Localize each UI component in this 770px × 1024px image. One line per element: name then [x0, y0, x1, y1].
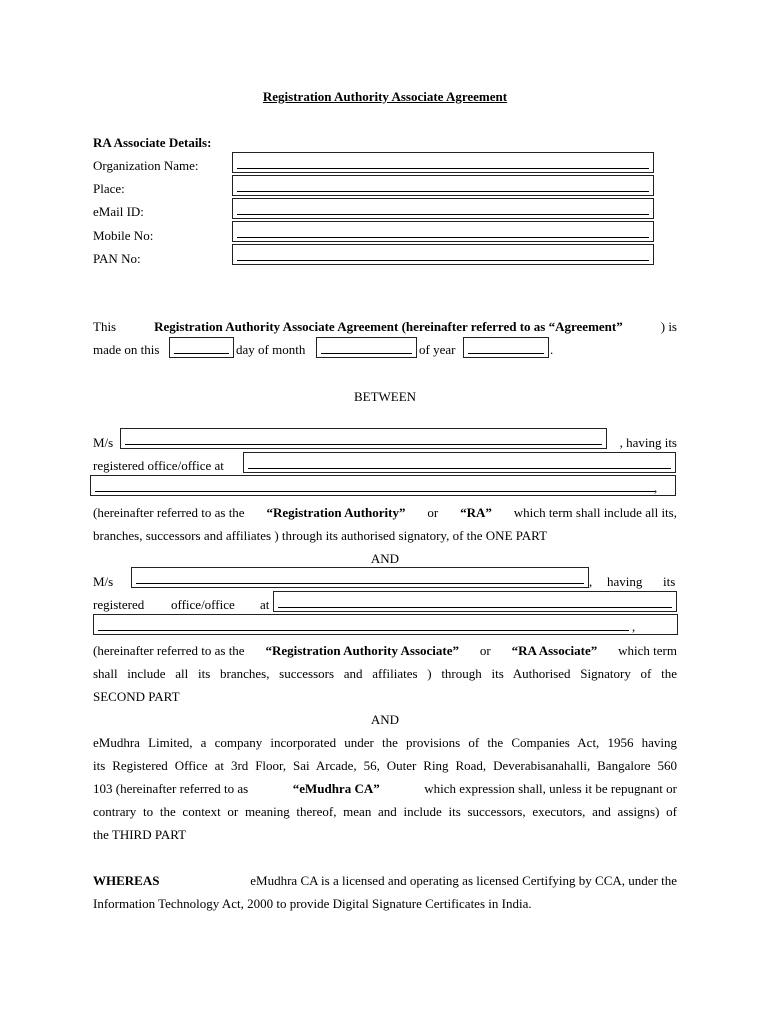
party3-line-4-text: contrary to the context or meaning thereof, mean and include its successors, executors, and assigns) of	[93, 804, 677, 819]
and-heading-1: AND	[370, 551, 400, 566]
party1-d3: or	[427, 505, 439, 520]
party3-line-5: the THIRD PART	[93, 827, 187, 842]
intro-made-on: made on this	[93, 342, 160, 357]
whereas-l1: eMudhra CA is a licensed and operating as licensed Certifying by CCA, under the	[250, 873, 677, 888]
party1-d1: (hereinafter referred to as the	[93, 505, 245, 520]
party2-having: having	[607, 574, 643, 589]
label-pan: PAN No:	[93, 251, 141, 266]
party1-ms: M/s	[93, 435, 114, 450]
party3-emudhra-bold: “eMudhra CA”	[292, 781, 380, 796]
party1-comma: ,	[654, 480, 658, 495]
page-title: Registration Authority Associate Agreement	[262, 89, 508, 104]
whereas-line-1	[93, 873, 677, 889]
intro-day-of-month: day of month	[236, 342, 306, 357]
party2-address-comma: ,	[632, 619, 636, 634]
party1-ra-bold: “Registration Authority”	[266, 505, 406, 520]
intro-is: ) is	[660, 319, 677, 334]
party2-raa-short-bold: “RA Associate”	[511, 643, 598, 658]
party1-having-its: , having its	[619, 435, 677, 450]
intro-agreement-bold: Registration Authority Associate Agreement (hereinafter referred to as “Agreement”	[154, 319, 623, 334]
pan-field[interactable]	[232, 244, 654, 265]
party2-d1: (hereinafter referred to as the	[93, 643, 245, 658]
party2-raa-bold: “Registration Authority Associate”	[265, 643, 460, 658]
party2-desc-line-2	[93, 666, 677, 682]
party2-its: its	[663, 574, 676, 589]
label-place: Place:	[93, 181, 125, 196]
party3-l3a: 103 (hereinafter referred to as	[93, 781, 249, 796]
and-heading-2: AND	[370, 712, 400, 727]
party2-registered: registered	[93, 597, 145, 612]
party1-ra-short-bold: “RA”	[460, 505, 492, 520]
month-field[interactable]	[316, 337, 417, 358]
day-field[interactable]	[169, 337, 234, 358]
party3-line-4	[93, 804, 677, 820]
intro-line-1	[93, 319, 677, 335]
party2-ms: M/s	[93, 574, 114, 589]
party1-desc-line-1	[93, 505, 677, 521]
email-field[interactable]	[232, 198, 654, 219]
details-heading: RA Associate Details:	[93, 135, 212, 150]
party2-desc-line-3: SECOND PART	[93, 689, 180, 704]
party2-comma: ,	[589, 574, 593, 589]
intro-of-year: of year	[419, 342, 456, 357]
label-email: eMail ID:	[93, 204, 144, 219]
whereas-line-2: Information Technology Act, 2000 to provide Digital Signature Certificates in India.	[93, 896, 532, 911]
party2-d5: which term	[618, 643, 677, 658]
party3-line-2-text: its Registered Office at 3rd Floor, Sai Arcade, 56, Outer Ring Road, Deverabisanahalli, Bangalore 560	[93, 758, 677, 773]
party3-line-3	[93, 781, 677, 797]
party1-address-field-2[interactable]	[90, 475, 676, 496]
party2-name-field[interactable]	[131, 567, 589, 588]
whereas-bold: WHEREAS	[93, 873, 160, 888]
organization-name-field[interactable]	[232, 152, 654, 173]
party1-address-field-1[interactable]	[243, 452, 676, 473]
party1-d5: which term shall include all its,	[513, 505, 677, 520]
party1-registered: registered office/office at	[93, 458, 224, 473]
party2-at: at	[260, 597, 270, 612]
party2-line2: shall include all its branches, successors and affiliates ) through its Authorised Signatory of the	[93, 666, 677, 681]
party2-desc-line-1	[93, 643, 677, 659]
party2-d3: or	[479, 643, 491, 658]
place-field[interactable]	[232, 175, 654, 196]
party1-desc-line-2: branches, successors and affiliates ) through its authorised signatory, of the ONE PART	[93, 528, 548, 543]
party2-address-field-1[interactable]	[273, 591, 677, 612]
party2-office: office/office	[171, 597, 235, 612]
intro-this: This	[93, 319, 117, 334]
party3-line-2	[93, 758, 677, 774]
party3-l3c: which expression shall, unless it be repugnant or	[424, 781, 677, 796]
label-organization-name: Organization Name:	[93, 158, 199, 173]
label-mobile: Mobile No:	[93, 228, 154, 243]
party1-name-field[interactable]	[120, 428, 607, 449]
party3-line-1-text: eMudhra Limited, a company incorporated under the provisions of the Companies Act, 1956 having	[93, 735, 677, 750]
party2-address-field-2[interactable]	[93, 614, 678, 635]
party3-line-1	[93, 735, 677, 751]
between-heading: BETWEEN	[353, 389, 417, 404]
intro-period: .	[550, 342, 554, 357]
year-field[interactable]	[463, 337, 549, 358]
mobile-field[interactable]	[232, 221, 654, 242]
